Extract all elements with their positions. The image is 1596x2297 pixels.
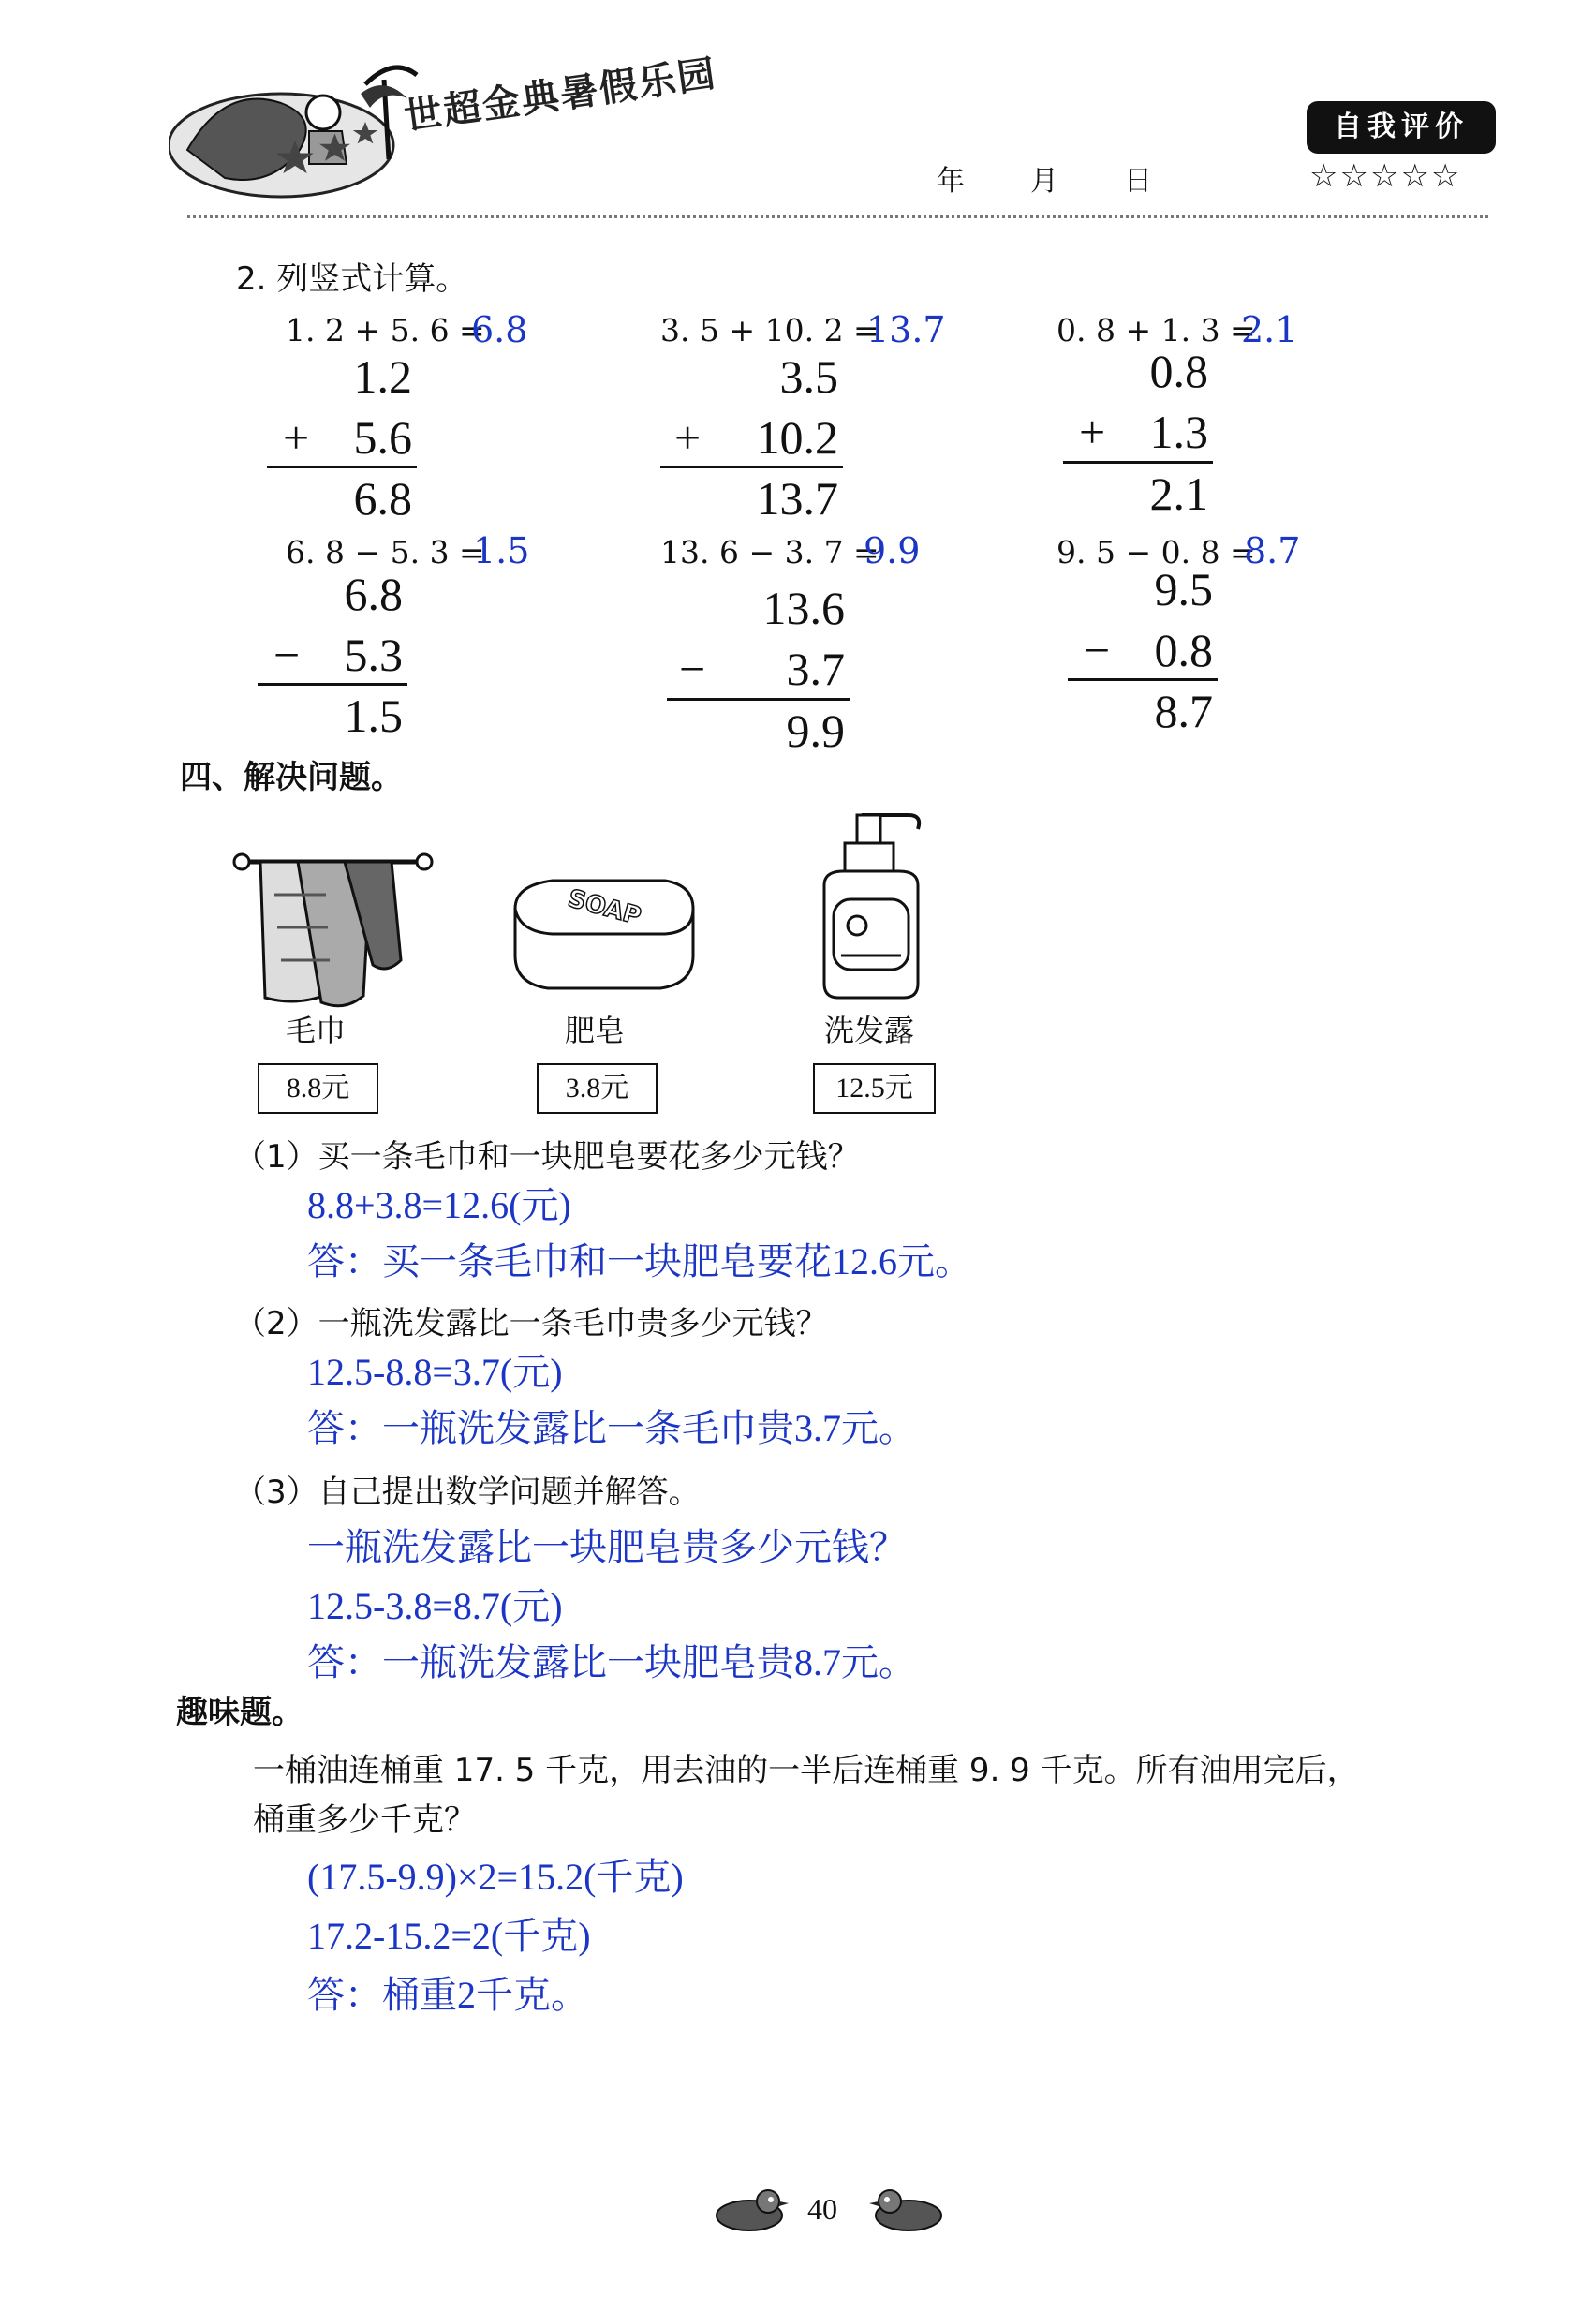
page-number: 40 bbox=[807, 2192, 837, 2226]
question-3-own: 一瓶洗发露比一块肥皂贵多少元钱？ bbox=[307, 1526, 907, 1568]
question-3-calc: 12.5-3.8=8.7(元) bbox=[307, 1585, 563, 1627]
problem-expr: 9. 5 − 0. 8 = bbox=[1057, 534, 1256, 571]
product-name-shampoo: 洗发露 bbox=[824, 1013, 915, 1048]
price-tag-shampoo: 12.5元 bbox=[813, 1063, 936, 1114]
vertical-top: 13.6 bbox=[762, 582, 845, 634]
rating-stars: ☆☆☆☆☆ bbox=[1309, 157, 1462, 195]
problem-answer: 1.5 bbox=[473, 530, 530, 571]
bird-left-icon bbox=[712, 2183, 791, 2234]
vertical-rule bbox=[258, 683, 407, 686]
problem-answer: 8.7 bbox=[1244, 530, 1301, 571]
fun-answer: 答：桶重2千克。 bbox=[307, 1974, 588, 2016]
year-label: 年 bbox=[937, 165, 965, 198]
question-2: （2）一瓶洗发露比一条毛巾贵多少元钱？ bbox=[234, 1305, 828, 1342]
problem-expr: 6. 8 − 5. 3 = bbox=[286, 534, 485, 571]
question-1: （1）买一条毛巾和一块肥皂要花多少元钱？ bbox=[234, 1138, 860, 1176]
vertical-rule bbox=[667, 698, 850, 701]
fun-calc-1: (17.5-9.9)×2=15.2(千克) bbox=[307, 1856, 684, 1898]
price-tag-towel: 8.8元 bbox=[258, 1063, 378, 1114]
problem-answer: 9.9 bbox=[864, 530, 921, 571]
vertical-top: 6.8 bbox=[344, 568, 403, 620]
section2-title: 2. 列竖式计算。 bbox=[236, 260, 468, 298]
vertical-result: 1.5 bbox=[344, 689, 403, 742]
vertical-op: + bbox=[674, 411, 702, 464]
vertical-result: 2.1 bbox=[1149, 467, 1208, 520]
vertical-bottom: 0.8 bbox=[1154, 624, 1213, 676]
vertical-bottom: 1.3 bbox=[1149, 406, 1208, 458]
vertical-op: − bbox=[679, 643, 706, 695]
brand-title: 世超金典暑假乐园 bbox=[401, 52, 720, 140]
vertical-result: 13.7 bbox=[756, 472, 838, 525]
fun-title: 趣味题。 bbox=[176, 1694, 303, 1731]
vertical-top: 1.2 bbox=[353, 350, 412, 403]
problem-answer: 6.8 bbox=[471, 309, 528, 350]
question-2-answer: 答：一瓶洗发露比一条毛巾贵3.7元。 bbox=[307, 1407, 916, 1449]
vertical-bottom: 5.3 bbox=[344, 629, 403, 681]
problem-answer: 2.1 bbox=[1241, 309, 1298, 350]
fun-problem-line2: 桶重多少千克？ bbox=[253, 1801, 476, 1839]
vertical-op: − bbox=[273, 629, 301, 681]
vertical-rule bbox=[1068, 678, 1218, 681]
shampoo-bottle-icon bbox=[805, 806, 946, 1002]
vertical-result: 8.7 bbox=[1154, 685, 1213, 737]
question-3: （3）自己提出数学问题并解答。 bbox=[234, 1474, 701, 1511]
problem-expr: 3. 5 + 10. 2 = bbox=[660, 312, 879, 348]
vertical-bottom: 10.2 bbox=[756, 411, 838, 464]
vertical-bottom: 3.7 bbox=[786, 643, 845, 695]
vertical-op: + bbox=[283, 411, 310, 464]
vertical-top: 9.5 bbox=[1154, 563, 1213, 615]
problem-expr: 1. 2 + 5. 6 = bbox=[286, 312, 485, 348]
vertical-op: + bbox=[1079, 406, 1106, 458]
question-3-answer: 答：一瓶洗发露比一块肥皂贵8.7元。 bbox=[307, 1641, 916, 1683]
product-name-towel: 毛巾 bbox=[286, 1013, 347, 1048]
vertical-top: 3.5 bbox=[779, 350, 838, 403]
question-2-calc: 12.5-8.8=3.7(元) bbox=[307, 1351, 563, 1393]
question-1-answer: 答：买一条毛巾和一块肥皂要花12.6元。 bbox=[307, 1240, 972, 1282]
vertical-rule bbox=[267, 466, 417, 468]
soap-label: SOAP bbox=[565, 884, 644, 931]
month-label: 月 bbox=[1030, 165, 1058, 198]
vertical-result: 6.8 bbox=[353, 472, 412, 525]
vertical-op: − bbox=[1084, 624, 1111, 676]
problem-expr: 0. 8 + 1. 3 = bbox=[1057, 312, 1256, 348]
problem-expr: 13. 6 − 3. 7 = bbox=[660, 534, 879, 571]
fun-calc-2: 17.2-15.2=2(千克) bbox=[307, 1915, 591, 1957]
question-1-calc: 8.8+3.8=12.6(元) bbox=[307, 1184, 571, 1226]
vertical-rule bbox=[660, 466, 843, 468]
bird-right-icon bbox=[866, 2183, 946, 2234]
product-name-soap: 肥皂 bbox=[565, 1013, 626, 1048]
vertical-result: 9.9 bbox=[786, 704, 845, 757]
price-tag-soap: 3.8元 bbox=[537, 1063, 658, 1114]
self-eval-badge: 自我评价 bbox=[1307, 101, 1496, 154]
problem-answer: 13.7 bbox=[866, 309, 946, 350]
vertical-rule bbox=[1063, 461, 1213, 464]
day-label: 日 bbox=[1124, 165, 1152, 198]
vertical-bottom: 5.6 bbox=[353, 411, 412, 464]
towel-icon bbox=[232, 838, 434, 1016]
header-divider bbox=[187, 215, 1488, 218]
section4-title: 四、解决问题。 bbox=[180, 759, 403, 796]
vertical-top: 0.8 bbox=[1149, 345, 1208, 397]
fun-problem-line1: 一桶油连桶重 17. 5 千克，用去油的一半后连桶重 9. 9 千克。所有油用完后， bbox=[253, 1752, 1359, 1789]
soap-icon bbox=[496, 867, 702, 998]
